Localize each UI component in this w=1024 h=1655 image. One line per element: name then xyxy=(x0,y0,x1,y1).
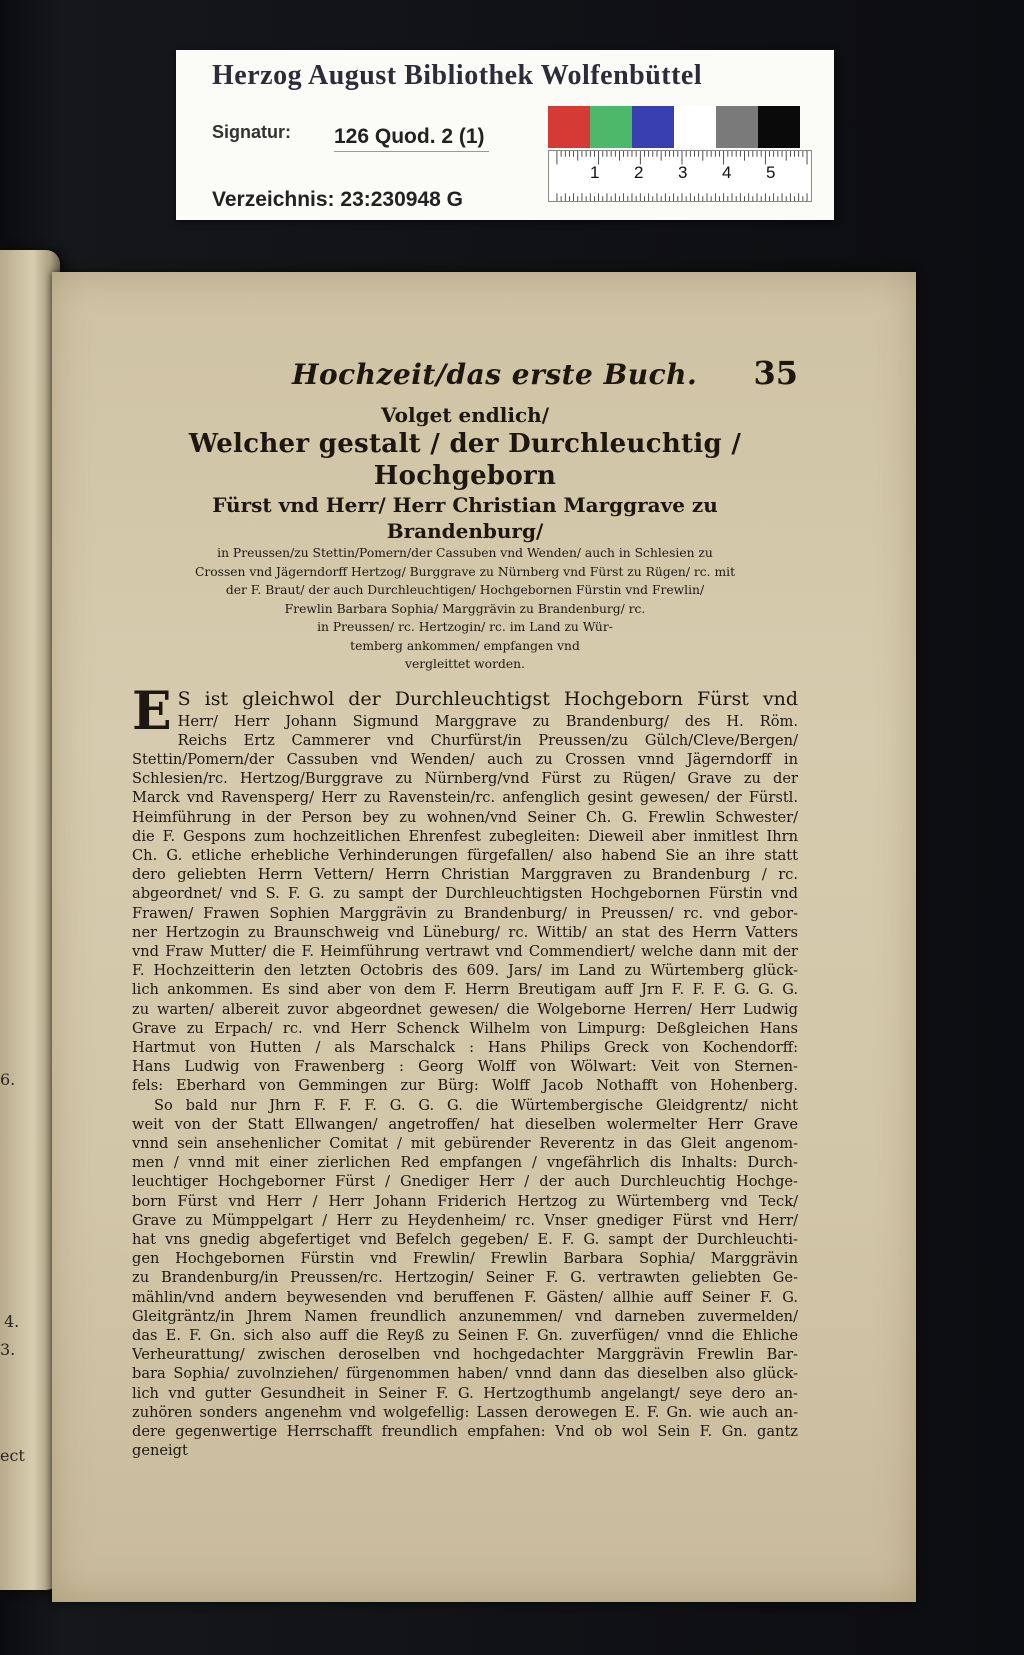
title-line: Welcher gestalt / der Durchleuchtig / Hochgeborn xyxy=(188,429,742,491)
text-line: F. Hochzeitterin den letzten Octobris des 609. Jars/ im Land zu Würtemberg glück- xyxy=(132,962,798,980)
ruler-number: 2 xyxy=(634,163,644,182)
color-calibration-strip xyxy=(548,106,800,148)
ruler-number: 3 xyxy=(678,163,688,182)
text-line: hat vns gnedig abgefertiget vnd Befelch gegeben/ E. F. G. sampt der Durchleuchti- xyxy=(132,1230,798,1248)
chapter-title xyxy=(132,402,798,674)
text-line: Reichs Ertz Cammerer vnd Churfürst/in Preussen/zu Gülch/Cleve/Bergen/ xyxy=(177,731,798,749)
ruler-number: 1 xyxy=(590,163,600,182)
text-line: vnnd sein ansehenlicher Comitat / mit gebürender Reverentz in das Gleit angenom- xyxy=(132,1134,798,1152)
ruler-number: 4 xyxy=(722,163,732,182)
title-line: temberg ankommen/ empfangen vnd xyxy=(350,638,580,653)
library-name: Herzog August Bibliothek Wolfenbüttel xyxy=(212,60,703,91)
text-line: zu warten/ albereit zuvor abgeordnet gewesen/ die Wolgeborne Herren/ Herr Ludwig xyxy=(132,1000,798,1018)
text-line: vnd Fraw Mutter/ die F. Heimführung vertrawt vnd Commendiert/ welche dann mit der xyxy=(132,942,798,960)
text-line: Stettin/Pomern/der Cassuben vnd Wenden/ auch zu Crossen vnnd Jägerndorff in xyxy=(132,750,798,768)
margin-fragment: ect xyxy=(0,1446,25,1465)
ruler-number: 5 xyxy=(766,163,776,182)
text-line: S ist gleichwol der Durchleuchtigst Hochgeborn Fürst vnd xyxy=(177,687,798,710)
paragraph-2 xyxy=(132,1096,798,1442)
text-line: Verheurattung/ zwischen deroselben vnd hochgedachter Marggrävin Frewlin Bar- xyxy=(132,1346,798,1364)
text-line: Herr/ Herr Johann Sigmund Marggrave zu Brandenburg/ des H. Röm. xyxy=(177,712,798,730)
text-line: Hartmut von Hutten / als Marschalck : Hans Philips Greck von Kochendorff: xyxy=(132,1038,798,1056)
text-line: die F. Gespons zum hochzeitlichen Ehrenfest zubegleiten: Dieweil aber inmitlest Ihrn xyxy=(132,827,798,845)
text-line: bara Sophia/ zuvolnziehen/ fürgenommen haben/ vnnd dann das dieselben also glück- xyxy=(132,1365,798,1383)
signature-label: Signatur: xyxy=(212,122,291,142)
text-line: lich vnd gutter Gesundheit in Seiner F. G. Hertzogthumb angelangt/ seye dero an- xyxy=(132,1384,798,1402)
title-line: der F. Braut/ der auch Durchleuchtigen/ Hochgebornen Fürstin vnd Frewlin/ xyxy=(225,583,705,597)
left-page-edge xyxy=(0,250,60,1590)
margin-fragment: 3. xyxy=(0,1340,16,1359)
title-line: Frewlin Barbara Sophia/ Marggrävin zu Brandenburg/ rc. xyxy=(284,601,646,616)
text-line: born Fürst vnd Herr / Herr Johann Friderich Hertzog zu Würtemberg vnd Teck/ xyxy=(132,1192,798,1210)
swatch-blue xyxy=(632,106,674,148)
text-line: leuchtiger Hochgeborner Fürst / Gnediger Herr / der auch Durchleuchtig Hochge- xyxy=(132,1173,798,1191)
margin-fragment: 4. xyxy=(4,1312,20,1331)
library-label xyxy=(176,50,834,220)
text-line: men / vnnd mit einer zierlichen Red empfangen / vngefährlich dis Inhalts: Durch- xyxy=(132,1154,798,1172)
swatch-white xyxy=(674,106,716,148)
swatch-gray xyxy=(716,106,758,148)
title-line: in Preussen/ rc. Hertzogin/ rc. im Land zu Wür- xyxy=(317,620,613,634)
running-head xyxy=(132,352,798,396)
text-line: Frawen/ Frawen Sophien Marggrävin zu Brandenburg/ in Preussen/ rc. vnd gebor- xyxy=(132,904,798,922)
running-head-title: Hochzeit/das erste Buch. xyxy=(292,358,698,391)
text-line: dero geliebten Herrn Vettern/ Herrn Christian Marggraven zu Brandenburg / rc. xyxy=(132,866,798,884)
signature-value: 126 Quod. 2 (1) xyxy=(334,125,489,152)
text-line: Grave zu Mümppelgart / Herr zu Heydenheim/ rc. Vnser gnediger Fürst vnd Herr/ xyxy=(132,1211,798,1229)
swatch-red xyxy=(548,106,590,148)
text-line: lich ankommen. Es sind aber von dem F. Herrn Breutigam auff Jrn F. F. F. G. G. G. xyxy=(132,981,798,999)
title-line: vergleittet worden. xyxy=(405,657,525,671)
text-line: dere gegenwertige Herrschafft freundlich empfahen: Vnd ob wol Sein F. Gn. gantz xyxy=(132,1423,798,1441)
text-line: Grave zu Erpach/ rc. vnd Herr Schenck Wilhelm von Limpurg: Deßgleichen Hans xyxy=(132,1019,798,1037)
directory-number: Verzeichnis: 23:230948 G xyxy=(212,188,463,211)
text-line: Ch. G. etliche erhebliche Verhinderungen fürgefallen/ also habend Sie an ihre statt xyxy=(132,846,798,864)
text-line: So bald nur Jhrn F. F. F. G. G. G. die Würtembergische Gleidgrentz/ nicht xyxy=(154,1096,798,1114)
text-line: weit von der Statt Ellwangen/ angetroffen/ hat dieselben wolermelter Herr Grave xyxy=(132,1115,798,1133)
swatch-green xyxy=(590,106,632,148)
text-line: Marck vnd Ravensperg/ Herr zu Ravenstein/rc. anfenglich gesint gewesen/ der Fürstl. xyxy=(132,789,798,807)
title-line: Crossen vnd Jägerndorff Hertzog/ Burggrave zu Nürnberg vnd Fürst zu Rügen/ rc. mit xyxy=(194,564,736,579)
swatch-black xyxy=(758,106,800,148)
text-line: abgeordnet/ vnd S. F. G. zu sampt der Durchleuchtigsten Hochgebornen Fürstin vnd xyxy=(132,885,798,903)
body-text xyxy=(132,680,798,1461)
text-line: Gleitgräntz/in Jhrem Namen freundlich anzunemmen/ vnd darneben zuvermelden/ xyxy=(132,1307,798,1325)
text-column xyxy=(132,352,798,1460)
title-line: Fürst vnd Herr/ Herr Christian Marggrave zu Brandenburg/ xyxy=(212,493,718,543)
paragraph-1 xyxy=(132,680,798,1096)
text-line: ner Hertzogin zu Braunschweig vnd Lüneburg/ rc. Wittib/ an stat des Herrn Vatters xyxy=(132,923,798,941)
page-number: 35 xyxy=(753,354,798,392)
text-line: mählin/vnd andern beywesenden vnd beruffenen F. Gästen/ allhie auff Seiner F. G. xyxy=(132,1288,798,1306)
title-line: in Preussen/zu Stettin/Pomern/der Cassuben vnd Wenden/ auch in Schlesien zu xyxy=(217,546,713,560)
scale-ruler xyxy=(548,150,812,202)
book-page xyxy=(52,272,916,1602)
margin-fragment: 6. xyxy=(0,1070,16,1089)
text-line: Hans Ludwig von Frawenberg : Georg Wolff von Wölwart: Veit von Sternen- xyxy=(132,1058,798,1076)
title-line: Volget endlich/ xyxy=(381,403,549,427)
text-line: zuhören sonders angenehm vnd wolgefellig: Lassen derowegen E. F. Gn. wie auch an- xyxy=(132,1403,798,1421)
text-line: Heimführung in der Person bey zu wohnen/vnd Seiner Ch. G. Frewlin Schwester/ xyxy=(132,808,798,826)
text-line: das E. F. Gn. sich also auff die Reyß zu Seinen F. Gn. zuverfügen/ vnnd die Ehliche xyxy=(132,1327,798,1344)
text-line: gen Hochgebornen Fürstin vnd Frewlin/ Frewlin Barbara Sophia/ Marggrävin xyxy=(132,1250,798,1268)
catchword: geneigt xyxy=(132,1442,188,1460)
text-line: fels: Eberhard von Gemmingen zur Bürg: Wolff Jacob Nothafft von Hohenberg. xyxy=(132,1077,798,1095)
drop-cap-initial: E xyxy=(132,680,172,742)
text-line: Schlesien/rc. Hertzog/Burggrave zu Nürnberg/vnd Fürst zu Rügen/ Grave zu der xyxy=(132,770,798,788)
text-line: zu Brandenburg/in Preussen/rc. Hertzogin/ Seiner F. G. vertrawten geliebten Ge- xyxy=(132,1269,798,1287)
